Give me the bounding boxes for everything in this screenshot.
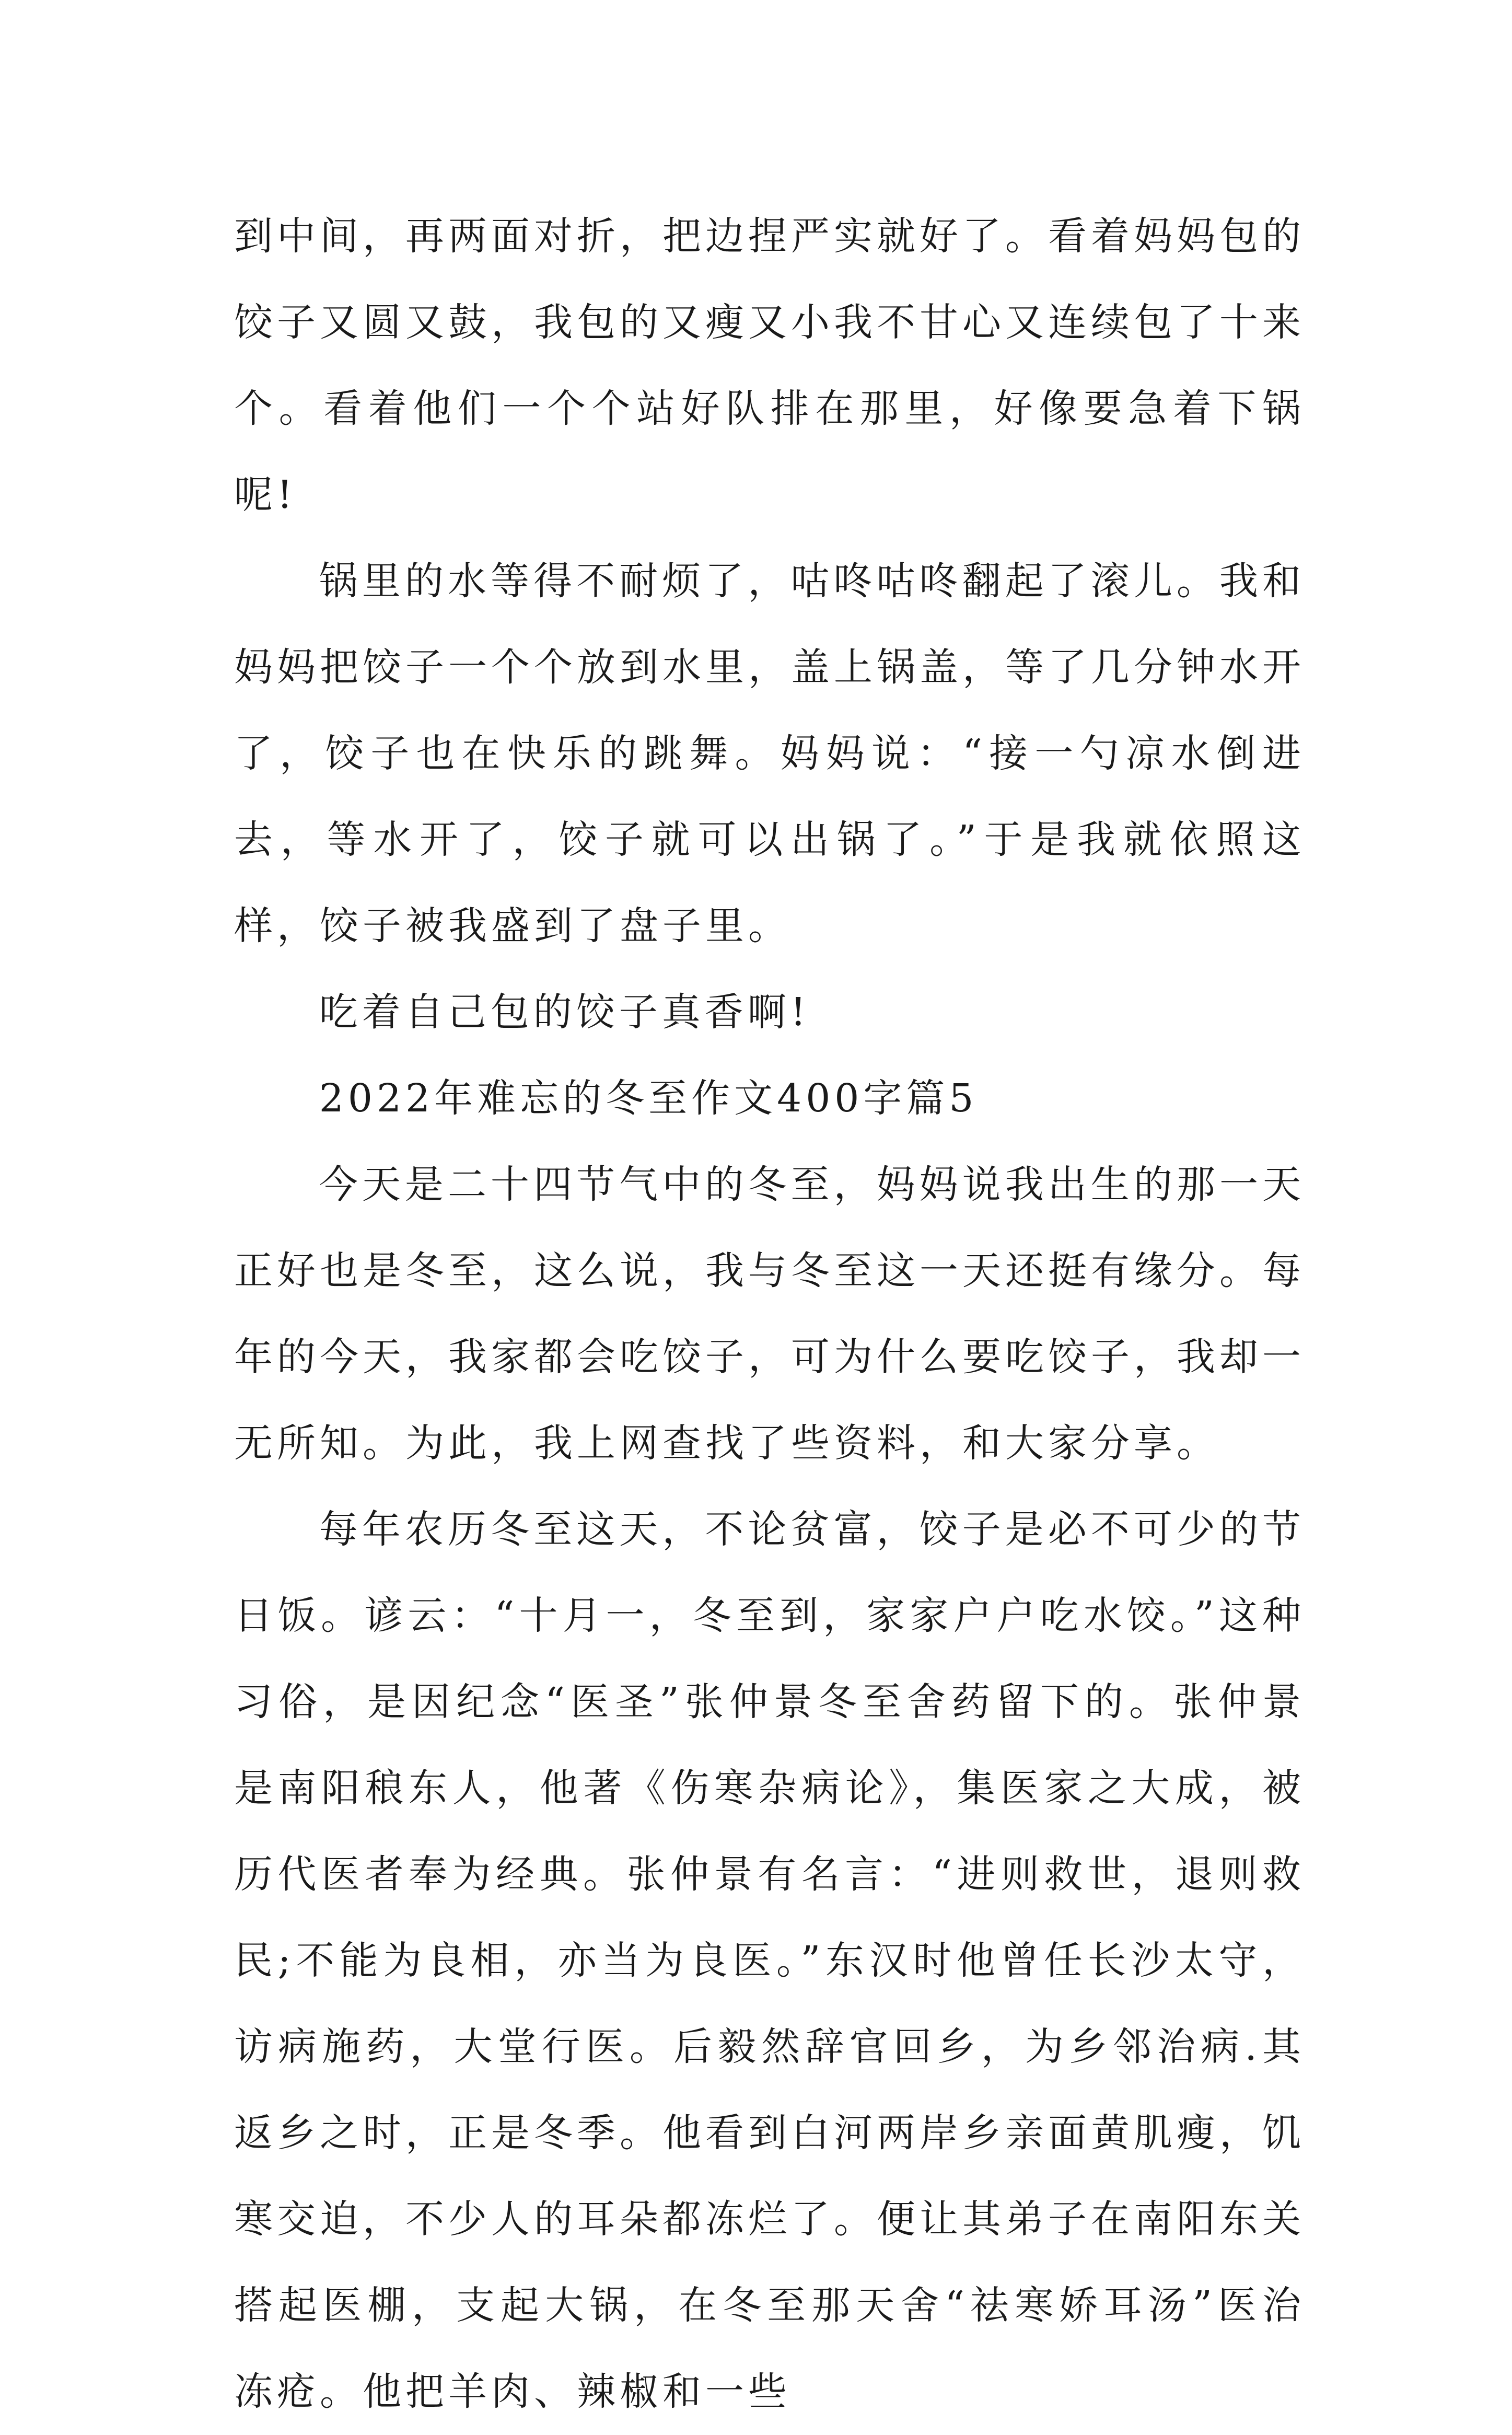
document-body: [234, 193, 1305, 2435]
section-heading: 2022年难忘的冬至作文400字篇5: [319, 1076, 978, 1121]
paragraph-conclusion: 吃着自己包的饺子真香啊!: [319, 990, 810, 1035]
paragraph-history: 每年农历冬至这天，不论贫富，饺子是必不可少的节日饭。谚云：“十月一，冬至到，家家户户吃水饺。”这种习俗，是因纪念“医圣”张仲景冬至舍药留下的。张仲景是南阳稂东人，他著《伤寒杂病论》，集医家之大成，被历代医者奉为经典。张仲景有名言：“进则救世，退则救民;不能为良相，亦当为良医。”东汉时他曾任长沙太守，访病施药，大堂行医。后毅然辞官回乡，为乡邻治病.其返乡之时，正是冬季。他看到白河两岸乡亲面黄肌瘦，饥寒交迫，不少人的耳朵都冻烂了。便让其弟子在南阳东关搭起医棚，支起大锅，在冬至那天舍“祛寒娇耳汤”医治冻疮。他把羊肉、辣椒和一些: [234, 1507, 1305, 2414]
paragraph-continuation: 到中间，再两面对折，把边捏严实就好了。看着妈妈包的饺子又圆又鼓，我包的又瘦又小我不甘心又连续包了十来个。看着他们一个个站好队排在那里，好像要急着下锅呢!: [234, 214, 1305, 517]
paragraph-intro: 今天是二十四节气中的冬至，妈妈说我出生的那一天正好也是冬至，这么说，我与冬至这一天还挺有缘分。每年的今天，我家都会吃饺子，可为什么要吃饺子，我却一无所知。为此，我上网查找了些资料，和大家分享。: [234, 1162, 1305, 1466]
paragraph-cooking: 锅里的水等得不耐烦了，咕咚咕咚翻起了滚儿。我和妈妈把饺子一个个放到水里，盖上锅盖，等了几分钟水开了，饺子也在快乐的跳舞。妈妈说：“接一勺凉水倒进去，等水开了，饺子就可以出锅了。”于是我就依照这样，饺子被我盛到了盘子里。: [234, 559, 1305, 948]
